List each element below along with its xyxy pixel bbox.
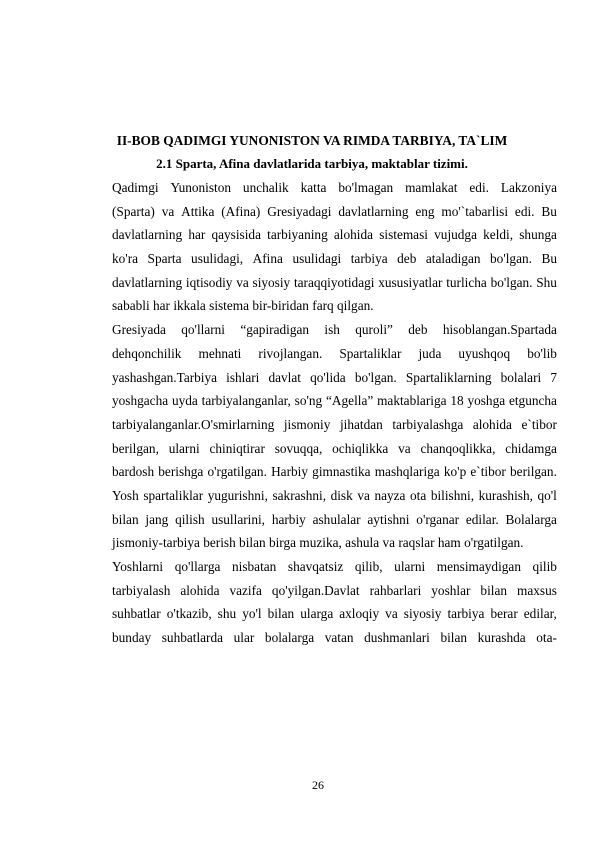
text-line: davlatlarning har qaysisida tarbiyaning alohida sistemasi vujudga keldi, shunga [112,227,557,243]
text-line: Gresiyada qo'llarni “gapiradigan ish quroli” deb hisoblangan.Spartada [112,322,557,338]
text-line: tarbiyalanganlar.O'smirlarning jismoniy jihatdan tarbiyalashga alohida e`tibor [112,416,557,432]
text-line: tarbiyalash alohida vazifa qo'yilgan.Davlat rahbarlari yoshlar bilan maxsus [112,582,557,598]
text-line: bardosh berishga o'rgatilgan. Harbiy gimnastika mashqlariga ko'p e`tibor berilgan. [112,464,557,480]
chapter-title: II-BOB QADIMGI YUNONISTON VA RIMDA TARBIYA, TA`LIM [116,133,508,148]
page-number: 26 [312,778,324,792]
text-line: Yosh spartaliklar yugurishni, sakrashni, disk va nayza ota bilishni, kurashish, qo'l [112,487,557,503]
text-line: sababli har ikkala sistema bir-biridan farq qilgan. [112,298,374,314]
section-title: 2.1 Sparta, Afina davlatlarida tarbiya, maktablar tizimi. [156,156,468,171]
text-line: ko'ra Sparta usulidagi, Afina usulidagi tarbiya deb ataladigan bo'lgan. Bu [112,251,557,267]
text-line: Yoshlarni qo'llarga nisbatan shavqatsiz qilib, ularni mensimaydigan qilib [112,559,557,574]
text-line: suhbatlar o'tkazib, shu yo'l bilan ularga axloqiy va siyosiy tarbiya berar edilar, [112,606,557,622]
text-line: yoshgacha uyda tarbiyalanganlar, so'ng “Agella” maktablariga 18 yoshga etguncha [112,393,557,409]
text-line: davlatlarning iqtisodiy va siyosiy taraqqiyotidagi xususiyatlar turlicha bo'lgan. Shu [112,274,557,290]
text-line: yashashgan.Tarbiya ishlari davlat qo'lida bo'lgan. Spartaliklarning bolalari 7 [112,369,557,385]
text-line: Qadimgi Yunoniston unchalik katta bo'lmagan mamlakat edi. Lakzoniya [112,180,557,195]
text-line: jismoniy-tarbiya berish bilan birga muzika, ashula va raqslar ham o'rgatilgan. [112,535,524,551]
body-text [112,176,557,650]
text-line: berilgan, ularni chiniqtirar sovuqqa, ochiqlikka va chanqoqlikka, chidamga [112,440,557,456]
text-line: (Sparta) va Attika (Afina) Gresiyadagi davlatlarning eng mo'`tabarlisi edi. Bu [112,203,557,219]
text-line: dehqonchilik mehnati rivojlangan. Spartaliklar juda uyushqoq bo'lib [112,345,557,361]
text-line: bunday suhbatlarda ular bolalarga vatan dushmanlari bilan kurashda ota- [112,630,557,646]
text-line: bilan jang qilish usullarini, harbiy ashulalar aytishni o'rganar edilar. Bolalarga [112,511,557,527]
